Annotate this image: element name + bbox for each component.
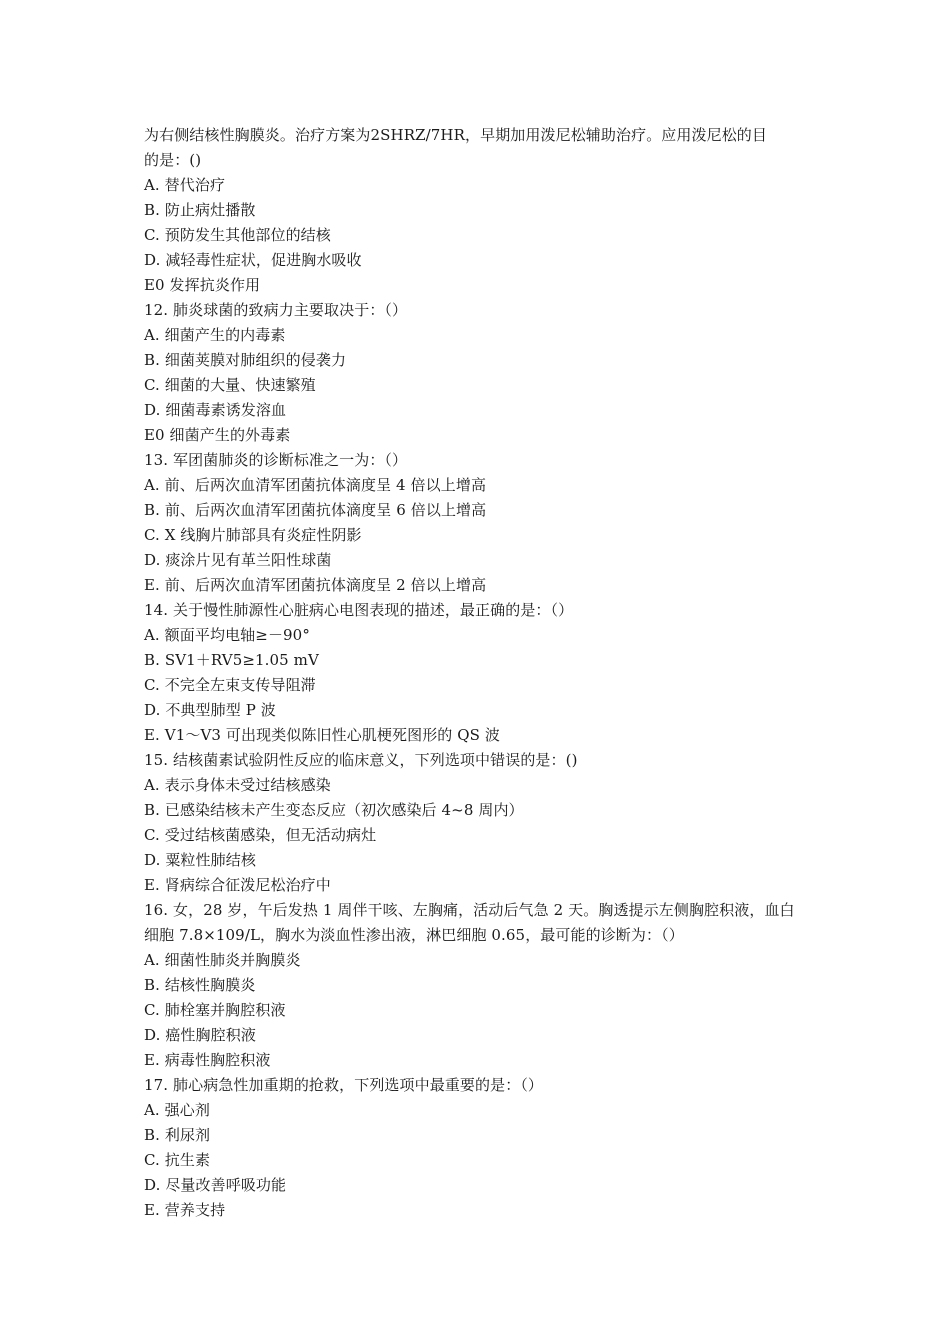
- option-c: C. X 线胸片肺部具有炎症性阴影: [144, 526, 362, 544]
- option-b: B. 防止病灶播散: [144, 201, 256, 219]
- question-stem-line: 16. 女，28 岁，午后发热 1 周伴干咳、左胸痛，活动后气急 2 天。胸透提示左侧胸腔积液，血白: [144, 901, 795, 919]
- option-b: B. 前、后两次血清军团菌抗体滴度呈 6 倍以上增高: [144, 501, 487, 519]
- option-d: D. 不典型肺型 P 波: [144, 701, 276, 719]
- question-stem: 15. 结核菌素试验阴性反应的临床意义，下列选项中错误的是：(): [144, 751, 578, 769]
- option-e: E. V1～V3 可出现类似陈旧性心肌梗死图形的 QS 波: [144, 726, 501, 744]
- question-stem: 14. 关于慢性肺源性心脏病心电图表现的描述，最正确的是：（）: [144, 601, 574, 619]
- option-a: A. 表示身体未受过结核感染: [144, 776, 331, 794]
- question-stem: 12. 肺炎球菌的致病力主要取决于：（）: [144, 301, 408, 319]
- option-d: D. 粟粒性肺结核: [144, 851, 256, 869]
- option-a: A. 前、后两次血清军团菌抗体滴度呈 4 倍以上增高: [144, 476, 487, 494]
- option-e: E. 营养支持: [144, 1201, 226, 1219]
- option-e: E. 前、后两次血清军团菌抗体滴度呈 2 倍以上增高: [144, 576, 487, 594]
- option-b: B. 已感染结核未产生变态反应（初次感染后 4~8 周内）: [144, 801, 524, 819]
- option-b: B. 结核性胸膜炎: [144, 976, 256, 994]
- question-16: [144, 898, 814, 1073]
- option-e: E. 肾病综合征泼尼松治疗中: [144, 876, 331, 894]
- question-15: [144, 748, 814, 898]
- option-a: A. 额面平均电轴≥－90°: [144, 626, 310, 644]
- option-e: E0 细菌产生的外毒素: [144, 426, 291, 444]
- option-d: D. 癌性胸腔积液: [144, 1026, 256, 1044]
- question-stem-line: 为右侧结核性胸膜炎。治疗方案为2SHRZ/7HR，早期加用泼尼松辅助治疗。应用泼尼松的目: [144, 126, 767, 144]
- question-11-continuation: [144, 123, 814, 298]
- question-stem-line: 细胞 7.8×109/L，胸水为淡血性渗出液，淋巴细胞 0.65，最可能的诊断为：（）: [144, 926, 684, 944]
- option-b: B. 利尿剂: [144, 1126, 211, 1144]
- option-b: B. SV1＋RV5≥1.05 mV: [144, 651, 319, 669]
- option-c: C. 不完全左束支传导阻滞: [144, 676, 316, 694]
- option-e: E0 发挥抗炎作用: [144, 276, 261, 294]
- option-d: D. 细菌毒素诱发溶血: [144, 401, 287, 419]
- option-a: A. 细菌产生的内毒素: [144, 326, 286, 344]
- option-c: C. 抗生素: [144, 1151, 211, 1169]
- question-stem: 17. 肺心病急性加重期的抢救，下列选项中最重要的是：（）: [144, 1076, 544, 1094]
- question-17: [144, 1073, 814, 1223]
- option-d: D. 痰涂片见有革兰阳性球菌: [144, 551, 332, 569]
- question-stem-line: 的是：(): [144, 151, 202, 169]
- question-12: [144, 298, 814, 448]
- option-b: B. 细菌荚膜对肺组织的侵袭力: [144, 351, 347, 369]
- option-c: C. 受过结核菌感染，但无活动病灶: [144, 826, 377, 844]
- option-d: D. 减轻毒性症状，促进胸水吸收: [144, 251, 362, 269]
- document-page: [144, 123, 814, 1223]
- option-c: C. 细菌的大量、快速繁殖: [144, 376, 316, 394]
- option-a: A. 替代治疗: [144, 176, 226, 194]
- option-a: A. 强心剂: [144, 1101, 210, 1119]
- option-c: C. 肺栓塞并胸腔积液: [144, 1001, 286, 1019]
- question-13: [144, 448, 814, 598]
- question-14: [144, 598, 814, 748]
- question-stem: 13. 军团菌肺炎的诊断标准之一为：（）: [144, 451, 408, 469]
- option-e: E. 病毒性胸腔积液: [144, 1051, 271, 1069]
- option-d: D. 尽量改善呼吸功能: [144, 1176, 287, 1194]
- option-c: C. 预防发生其他部位的结核: [144, 226, 331, 244]
- option-a: A. 细菌性肺炎并胸膜炎: [144, 951, 301, 969]
